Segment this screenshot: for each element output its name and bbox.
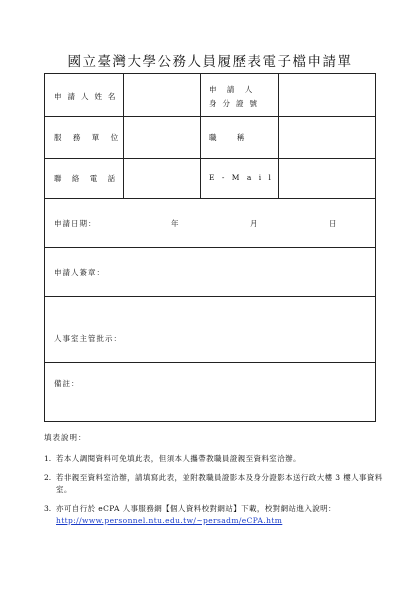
application-date-label: 申請日期： [54,219,97,228]
row-divider [45,247,375,248]
remarks-label: 備註： [54,379,80,388]
row-divider [45,362,375,363]
column-divider [123,74,124,198]
instruction-number: 2. [44,473,52,482]
row-divider [45,198,375,199]
hr-approval-label: 人事室主管批示： [54,334,122,343]
row-divider [45,296,375,297]
id-number-label-line2: 身 分 證 號 [209,99,259,108]
instruction-text: 若本人調閱資料可免填此表，但須本人攜帶教職員證親至資料室洽辦。 [56,454,301,463]
year-label: 年 [171,219,181,228]
application-form-table [44,73,376,422]
instruction-text: 亦可自行於 eCPA 人事服務網【個人資料校對網站】下載，校對網站進入說明： [56,504,336,513]
column-divider [278,74,279,198]
month-label: 月 [250,219,260,228]
instructions [44,432,384,534]
signature-label: 申請人簽章： [54,268,105,277]
ecpa-instructions-link[interactable]: http://www.personnel.ntu.edu.tw/~persadm/eCPA.htm [56,516,283,525]
instruction-item [44,453,384,465]
contact-phone-label: 聯 絡 電 話 [54,174,120,183]
row-divider [45,158,375,159]
email-label: E - M a i l [209,173,274,182]
service-unit-label: 服 務 單 位 [54,133,123,142]
instruction-text: 若非親至資料室洽辦，請填寫此表，並附教職員證影本及身分證影本送行政大樓 3 樓人事資料室。 [56,473,383,494]
instruction-text-with-link [56,503,384,527]
instruction-item [44,503,384,527]
applicant-label-line1: 申 請 人 [209,85,257,94]
row-divider [45,116,375,117]
form-title: 國立臺灣大學公務人員履歷表電子檔申請單 [67,54,353,70]
instruction-number: 3. [44,504,52,513]
instructions-heading: 填表說明： [44,433,87,442]
column-divider [200,74,201,198]
instruction-item [44,472,384,496]
applicant-name-label: 申 請 人 姓 名 [54,92,118,101]
job-title-label: 職 稱 [209,133,247,142]
instruction-number: 1. [44,454,52,463]
day-label: 日 [329,219,339,228]
